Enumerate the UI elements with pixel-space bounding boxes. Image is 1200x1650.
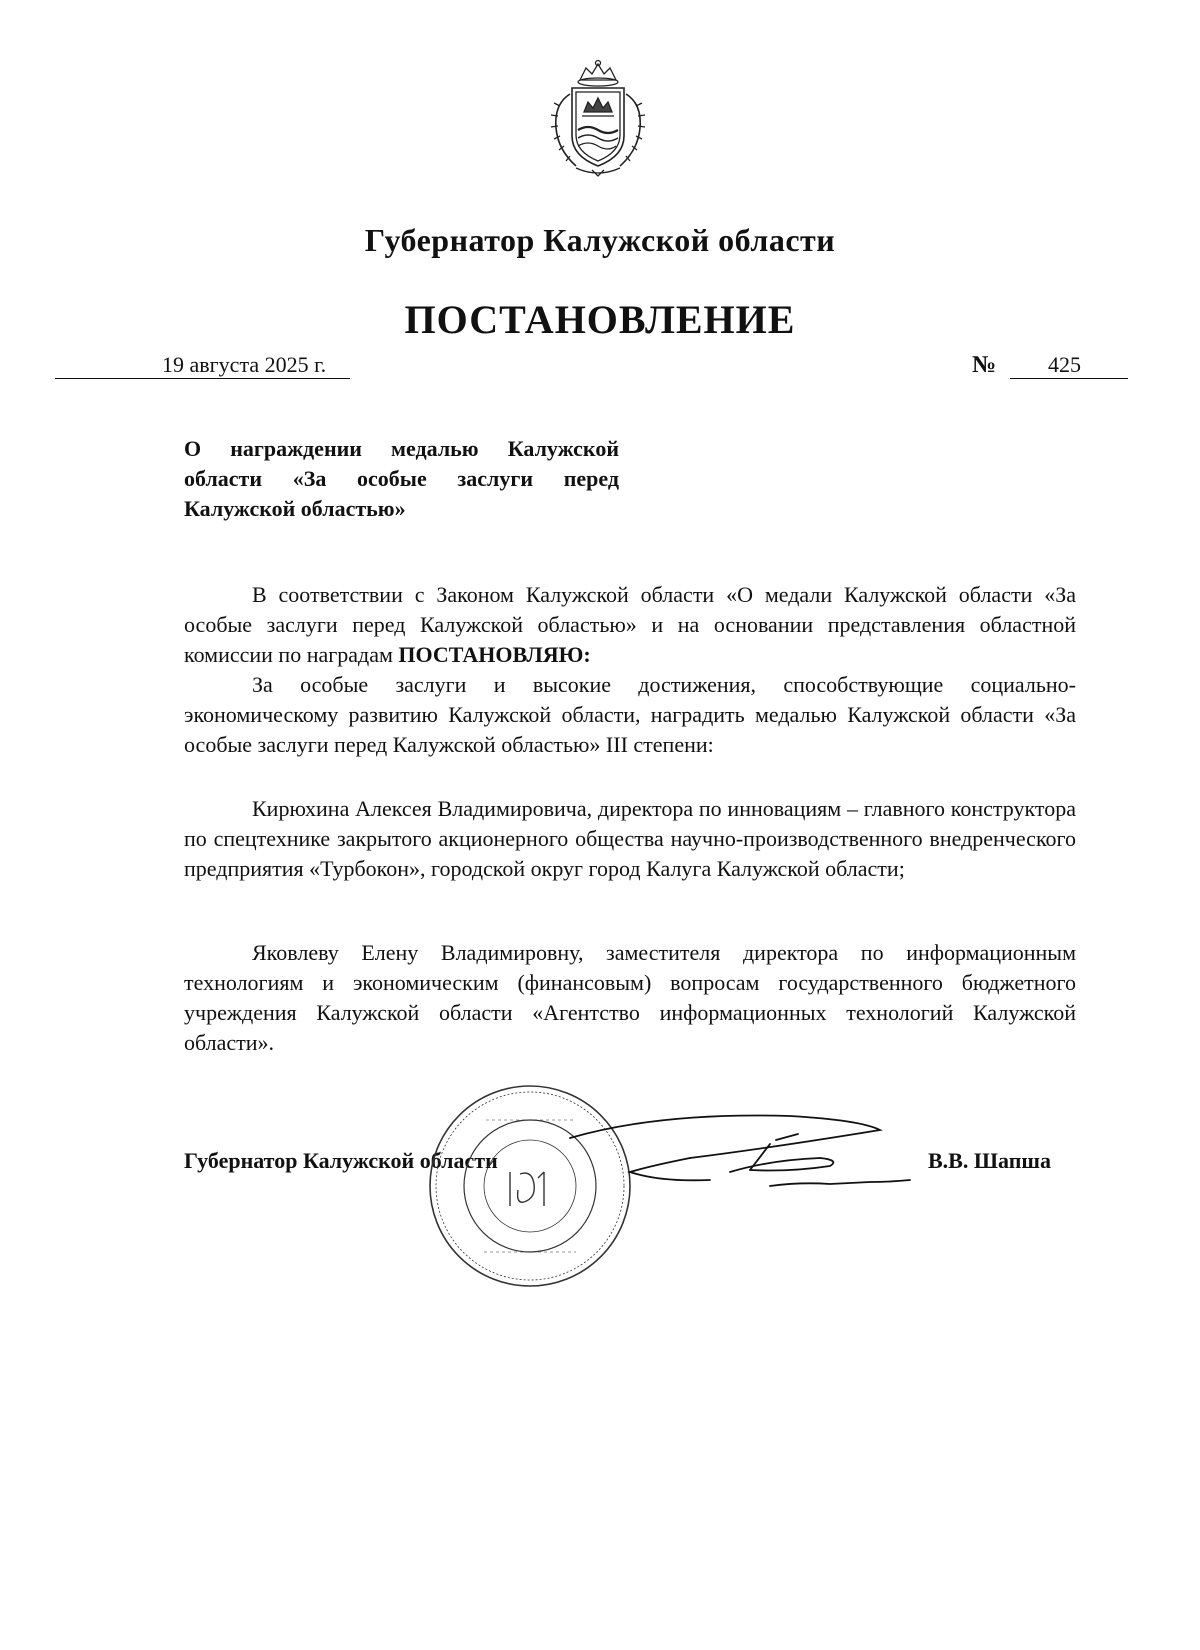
awardee-1: Кирюхина Алексея Владимировича, директора по инновациям – главного конструктора по спецтехнике закрытого акционерного общества научно-производственного внедренческого предприятия «Турбокон», городской округ город Калуга Калужской области; [184, 796, 1076, 881]
document-date: 19 августа 2025 г. [162, 352, 327, 377]
document-subject: О награждении медалью Калужской области «За особые заслуги перед Калужской областью» [184, 436, 619, 521]
handwritten-signature-icon [540, 1100, 940, 1220]
awardee-2: Яковлеву Елену Владимировну, заместителя директора по информационным технологиям и экономическим (финансовым) вопросам государственного бюджетного учреждения Калужской области «Агентство информационных технологий Калужской области». [184, 940, 1076, 1055]
document-type-title: ПОСТАНОВЛЕНИЕ [404, 297, 796, 342]
signatory-position: Губернатор Калужской области [184, 1148, 498, 1173]
awardee-2-section [184, 938, 1076, 1058]
issuing-authority: Губернатор Калужской области [364, 222, 836, 258]
number-label: № [972, 352, 997, 378]
preamble-section [184, 580, 1076, 760]
decree-keyword: ПОСТАНОВЛЯЮ: [398, 642, 591, 667]
award-paragraph: За особые заслуги и высокие достижения, способствующие социально-экономическому развитию Калужской области, наградить медалью Калужской области «За особые заслуги перед Калужской областью» III степени: [184, 672, 1076, 757]
preamble-text: В соответствии с Законом Калужской области «О медали Калужской области «За особые заслуги перед Калужской областью» и на основании представления областной комиссии по наградам [184, 582, 1076, 667]
coat-of-arms-icon [536, 58, 660, 180]
preamble-paragraph [184, 580, 1076, 670]
document-number: 425 [1048, 352, 1081, 377]
signatory-name: В.В. Шапша [928, 1148, 1051, 1173]
awardee-1-section [184, 794, 1076, 884]
